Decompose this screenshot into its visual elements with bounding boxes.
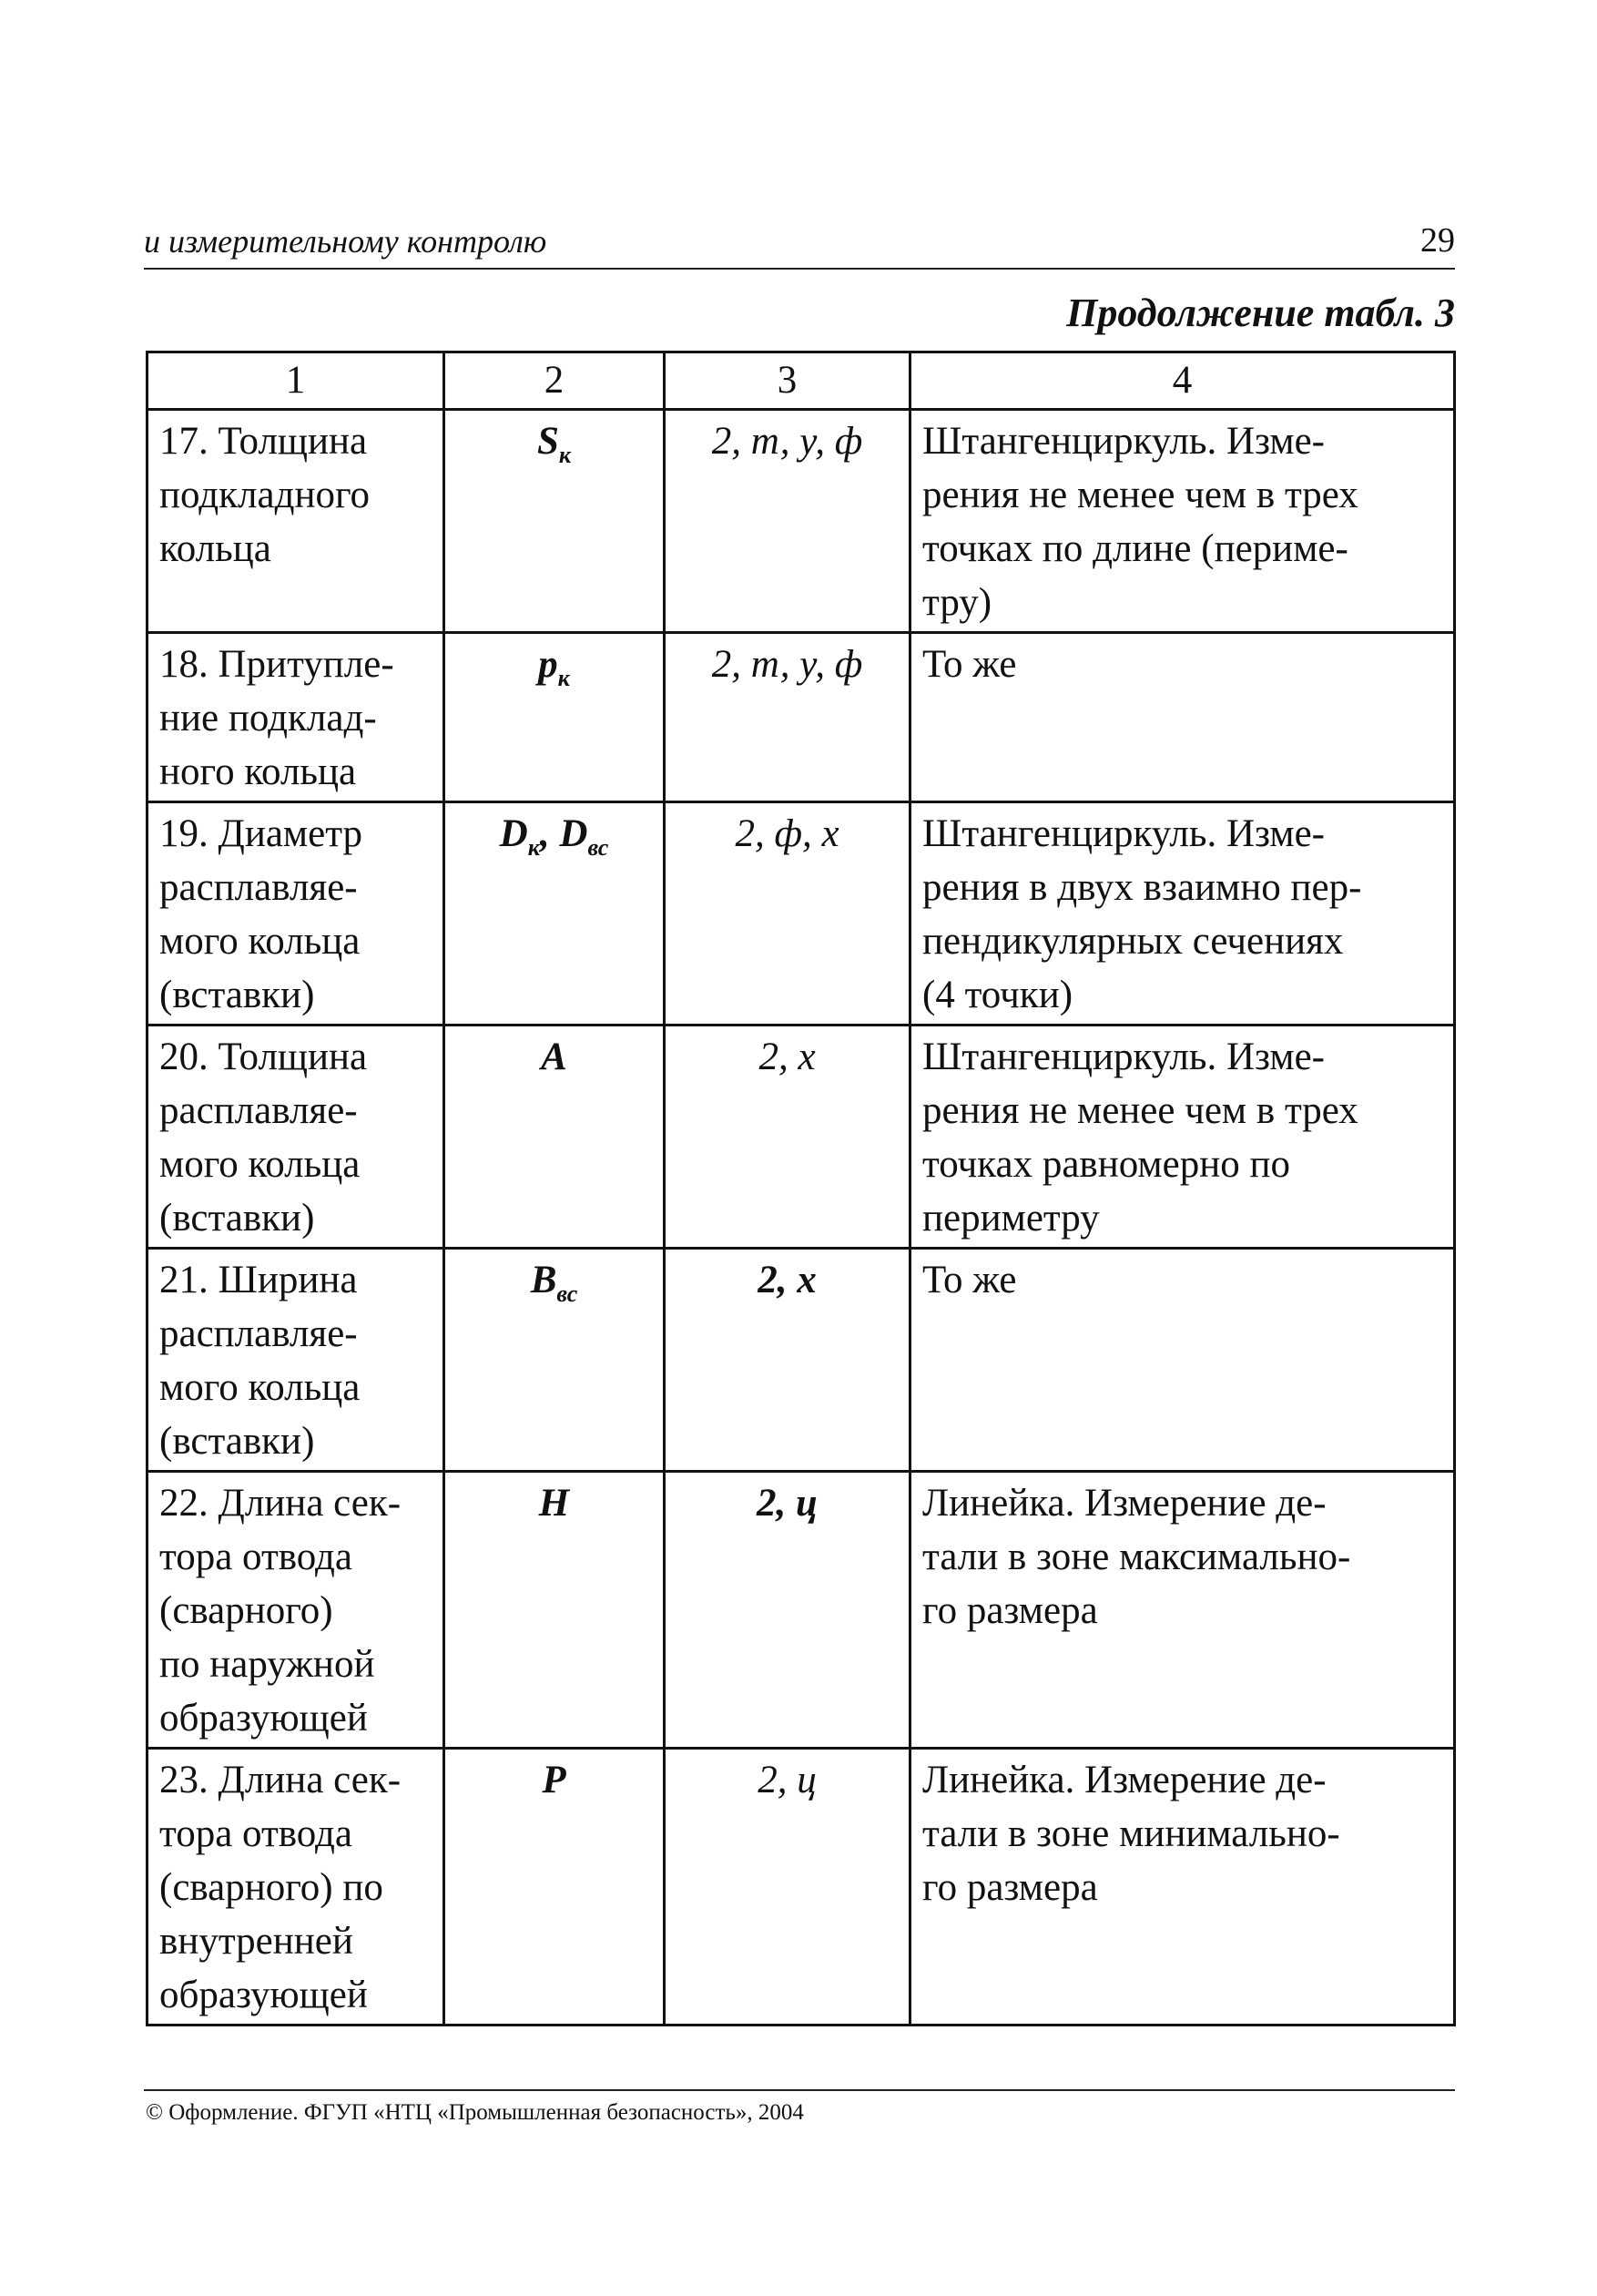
symbol-letter: A	[541, 1036, 567, 1078]
symbol-subscript: к	[527, 834, 540, 861]
footer-copyright: © Оформление. ФГУП «НТЦ «Промышленная безопасность», 2004	[146, 2100, 804, 2125]
table-caption: Продолжение табл. 3	[1066, 291, 1455, 335]
parameter-symbol	[444, 633, 665, 802]
table-row	[147, 410, 1455, 633]
parameter-symbol	[444, 1472, 665, 1749]
table-row	[147, 1749, 1455, 2026]
control-method-codes: 2, х	[665, 1249, 910, 1472]
parameter-name: 20. Толщина расплавляе- мого кольца (вставки)	[147, 1026, 444, 1249]
measurement-note: То же	[910, 1249, 1455, 1472]
page-number: 29	[1420, 221, 1455, 260]
table-row	[147, 1472, 1455, 1749]
running-title: и измерительному контролю	[144, 223, 547, 260]
measurement-note: Линейка. Измерение де- тали в зоне минимально- го размера	[910, 1749, 1455, 2026]
control-method-codes: 2, ц	[665, 1749, 910, 2026]
parameter-name: 19. Диаметр расплавляе- мого кольца (вставки)	[147, 802, 444, 1026]
symbol-letter: H	[538, 1482, 570, 1525]
parameter-name: 18. Притупле- ние подклад- ного кольца	[147, 633, 444, 802]
symbol-letter: D	[559, 812, 588, 855]
parameter-name: 21. Ширина расплавляе- мого кольца (вставки)	[147, 1249, 444, 1472]
symbol-subscript: к	[558, 442, 572, 468]
column-number-row	[147, 352, 1455, 410]
table-row	[147, 1249, 1455, 1472]
measurement-note: То же	[910, 633, 1455, 802]
measurement-note: Линейка. Измерение де- тали в зоне максимально- го размера	[910, 1472, 1455, 1749]
control-method-codes: 2, т, у, ф	[665, 633, 910, 802]
control-method-codes: 2, х	[665, 1026, 910, 1249]
footer-rule	[144, 2089, 1455, 2091]
control-method-codes: 2, ц	[665, 1472, 910, 1749]
parameter-name: 23. Длина сек- тора отвода (сварного) по внутренней образующей	[147, 1749, 444, 2026]
table-row	[147, 802, 1455, 1026]
column-number: 4	[910, 352, 1455, 410]
measurement-note: Штангенциркуль. Изме- рения не менее чем в трех точках по длине (периме- тру)	[910, 410, 1455, 633]
control-method-codes: 2, ф, х	[665, 802, 910, 1026]
specification-table	[146, 351, 1456, 2026]
parameter-name: 22. Длина сек- тора отвода (сварного) по наружной образующей	[147, 1472, 444, 1749]
table-row	[147, 1026, 1455, 1249]
parameter-symbol	[444, 410, 665, 633]
measurement-note: Штангенциркуль. Изме- рения не менее чем в трех точках равномерно по периметру	[910, 1026, 1455, 1249]
symbol-subscript: к	[557, 665, 570, 691]
symbol-letter: D	[499, 812, 528, 855]
measurement-note: Штангенциркуль. Изме- рения в двух взаимно пер- пендикулярных сечениях (4 точки)	[910, 802, 1455, 1026]
column-number: 1	[147, 352, 444, 410]
parameter-name: 17. Толщина подкладного кольца	[147, 410, 444, 633]
symbol-letter: p	[538, 643, 558, 686]
parameter-symbol	[444, 1026, 665, 1249]
parameter-symbol	[444, 1249, 665, 1472]
symbol-subscript: вс	[556, 1281, 578, 1307]
parameter-symbol: $D_к$, $D_{вс}$	[444, 802, 665, 1026]
symbol-subscript: вс	[587, 834, 609, 861]
control-method-codes: 2, т, у, ф	[665, 410, 910, 633]
symbol-letter: S	[536, 420, 559, 463]
column-number: 3	[665, 352, 910, 410]
table-row	[147, 633, 1455, 802]
symbol-letter: P	[542, 1759, 566, 1801]
parameter-symbol	[444, 1749, 665, 2026]
running-header	[144, 217, 1455, 270]
column-number: 2	[444, 352, 665, 410]
symbol-letter: B	[530, 1259, 557, 1301]
